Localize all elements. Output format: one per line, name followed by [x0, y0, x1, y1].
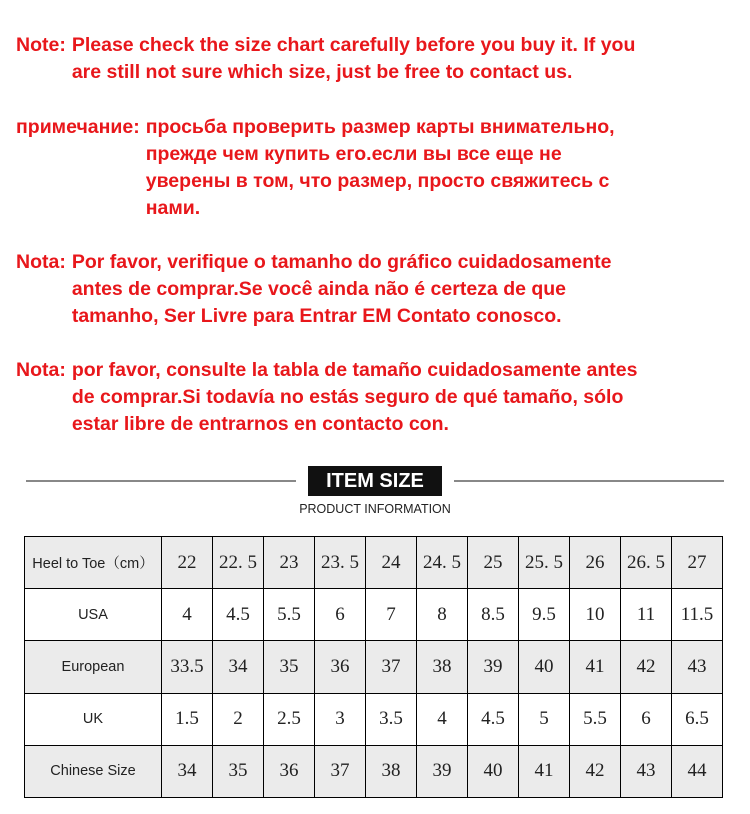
note-line: уверены в том, что размер, просто свяжитесь с: [145, 170, 610, 192]
note-line: de comprar.Si todavía no estás seguro de qué tamaño, sólo: [71, 386, 624, 408]
table-cell: 39: [468, 641, 519, 693]
table-cell: 23: [264, 537, 315, 589]
table-cell: 38: [366, 745, 417, 797]
row-label: European: [25, 641, 162, 693]
row-label: Chinese Size: [25, 745, 162, 797]
note-line: tamanho, Ser Livre para Entrar EM Contato conosco.: [71, 305, 562, 327]
table-cell: 4.5: [213, 589, 264, 641]
table-row: [25, 745, 723, 797]
table-cell: 6: [315, 589, 366, 641]
table-cell: 5: [519, 693, 570, 745]
table-cell: 8: [417, 589, 468, 641]
note-spanish: [16, 357, 746, 438]
table-cell: 25: [468, 537, 519, 589]
table-cell: 38: [417, 641, 468, 693]
divider-left: [26, 480, 296, 482]
table-cell: 37: [366, 641, 417, 693]
table-cell: 11: [621, 589, 672, 641]
table-cell: 40: [519, 641, 570, 693]
note-line: Por favor, verifique o tamanho do gráfico cuidadosamente: [71, 251, 612, 273]
note-label: Note:: [16, 34, 66, 56]
row-label: Heel to Toe（cm）: [25, 537, 162, 589]
table-cell: 7: [366, 589, 417, 641]
table-cell: 34: [162, 745, 213, 797]
table-cell: 2: [213, 693, 264, 745]
table-row: [25, 693, 723, 745]
table-cell: 6.5: [672, 693, 723, 745]
table-cell: 6: [621, 693, 672, 745]
note-label: Nota:: [16, 251, 66, 273]
table-cell: 41: [570, 641, 621, 693]
table-cell: 36: [264, 745, 315, 797]
note-label: примечание:: [16, 116, 140, 138]
note-line: por favor, consulte la tabla de tamaño cuidadosamente antes: [71, 359, 638, 381]
note-russian: [16, 114, 746, 222]
note-line: прежде чем купить его.если вы все еще не: [145, 143, 562, 165]
table-cell: 39: [417, 745, 468, 797]
row-label: USA: [25, 589, 162, 641]
note-body: [66, 249, 612, 330]
note-line: are still not sure which size, just be free to contact us.: [71, 61, 573, 83]
table-cell: 33.5: [162, 641, 213, 693]
note-body: [66, 357, 638, 438]
table-cell: 4.5: [468, 693, 519, 745]
section-title: ITEM SIZE: [308, 466, 442, 496]
table-cell: 3: [315, 693, 366, 745]
size-table: [24, 536, 723, 798]
table-cell: 36: [315, 641, 366, 693]
table-cell: 2.5: [264, 693, 315, 745]
note-line: нами.: [145, 197, 201, 219]
row-label: UK: [25, 693, 162, 745]
table-cell: 10: [570, 589, 621, 641]
note-body: [66, 32, 636, 86]
table-cell: 44: [672, 745, 723, 797]
table-cell: 37: [315, 745, 366, 797]
table-cell: 8.5: [468, 589, 519, 641]
table-cell: 5.5: [570, 693, 621, 745]
note-line: estar libre de entrarnos en contacto con.: [71, 413, 449, 435]
note-body: [140, 114, 615, 222]
table-cell: 23. 5: [315, 537, 366, 589]
divider-right: [454, 480, 724, 482]
table-cell: 35: [264, 641, 315, 693]
table-cell: 1.5: [162, 693, 213, 745]
table-cell: 43: [672, 641, 723, 693]
table-cell: 24: [366, 537, 417, 589]
table-cell: 26: [570, 537, 621, 589]
table-cell: 41: [519, 745, 570, 797]
table-cell: 4: [162, 589, 213, 641]
table-row: [25, 641, 723, 693]
size-table-body: [25, 537, 723, 798]
table-cell: 3.5: [366, 693, 417, 745]
table-cell: 26. 5: [621, 537, 672, 589]
note-portuguese: [16, 249, 746, 330]
table-cell: 27: [672, 537, 723, 589]
table-cell: 40: [468, 745, 519, 797]
table-cell: 42: [570, 745, 621, 797]
table-cell: 22. 5: [213, 537, 264, 589]
section-subtitle: PRODUCT INFORMATION: [299, 502, 451, 516]
table-row: [25, 537, 723, 589]
note-line: просьба проверить размер карты внимательно,: [145, 116, 615, 138]
table-cell: 25. 5: [519, 537, 570, 589]
table-cell: 42: [621, 641, 672, 693]
table-cell: 9.5: [519, 589, 570, 641]
table-cell: 5.5: [264, 589, 315, 641]
table-cell: 22: [162, 537, 213, 589]
table-cell: 4: [417, 693, 468, 745]
table-cell: 24. 5: [417, 537, 468, 589]
table-cell: 43: [621, 745, 672, 797]
table-cell: 35: [213, 745, 264, 797]
note-english: [16, 32, 746, 86]
table-cell: 34: [213, 641, 264, 693]
note-line: antes de comprar.Se você ainda não é certeza de que: [71, 278, 567, 300]
table-cell: 11.5: [672, 589, 723, 641]
table-row: [25, 589, 723, 641]
note-line: Please check the size chart carefully before you buy it. If you: [71, 34, 636, 56]
note-label: Nota:: [16, 359, 66, 381]
